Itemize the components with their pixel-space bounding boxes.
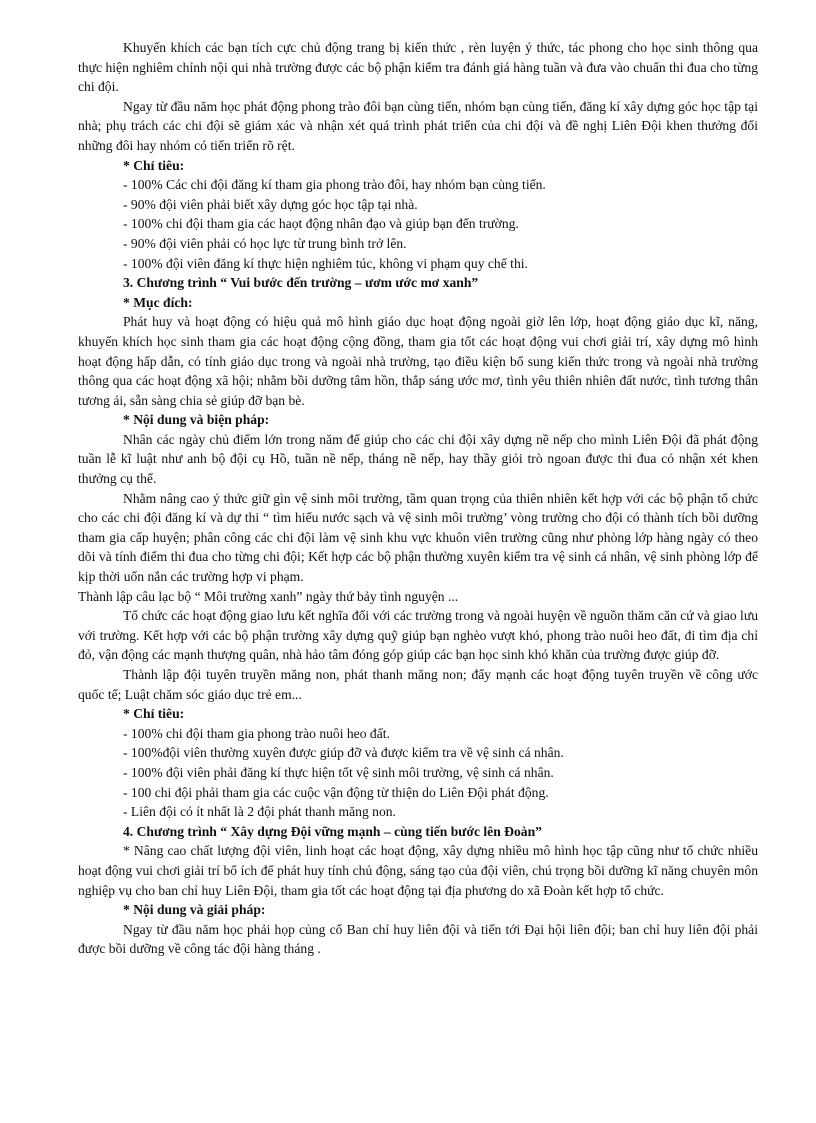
list-item: - 100 chi đội phải tham gia các cuộc vận động từ thiện do Liên Đội phát động. <box>123 784 549 800</box>
list-item: - 100% đội viên phải đăng kí thực hiện tốt vệ sinh môi trường, vệ sinh cá nhân. <box>123 764 554 780</box>
paragraph: Khuyến khích các bạn tích cực chủ động trang bị kiến thức , rèn luyện ý thức, tác phong cho học sinh thông qua thực hiện nghiêm chỉnh nội qui nhà trường được các bộ phận kiểm tra đánh giá hàng tuần và đưa vào chuẩn thi đua cho từng chi đội. <box>78 40 758 95</box>
paragraph: Ngay từ đầu năm học phát động phong trào đôi bạn cùng tiến, nhóm bạn cùng tiến, đăng kí xây dựng góc học tập tại nhà; phụ trách các chi đội sẽ giám xác và nhận xét quá trình phát triển của chi đội và đề nghị Liên Đội khen thưởng đối những đôi hay nhóm có tiến triển rõ rệt. <box>78 98 758 153</box>
list-item: - 90% đội viên phải biết xây dựng góc học tập tại nhà. <box>123 196 418 212</box>
list-item: - 100%đội viên thường xuyên được giúp đỡ và được kiểm tra về vệ sinh cá nhân. <box>123 745 564 761</box>
program-heading: 3. Chương trình “ Vui bước đến trường – ươm ước mơ xanh” <box>123 275 479 291</box>
paragraph: Phát huy và hoạt động có hiệu quả mô hình giáo dục hoạt động ngoài giờ lên lớp, hoạt động giáo dục kĩ, năng, khuyến khích học sinh tham gia các hoạt động cộng đồng, tham gia tốt các hoạt động vui chơi giải trí, xây dựng mô hình hoạt động hấp dẫn, có tính giáo dục trong và ngoài nhà trường, tạo điều kiện bổ sung kiến thức trong và ngoài nhà trường thông qua các hoạt động xã hội; nhằm bồi dưỡng tâm hồn, thắp sáng ước mơ, tình yêu thiên nhiên đất nước, tình tương thân tương ái, sẵn sàng chia sẻ giúp đỡ bạn bè. <box>78 314 758 408</box>
section-heading: * Chỉ tiêu: <box>123 157 185 173</box>
paragraph: * Nâng cao chất lượng đội viên, linh hoạt các hoạt động, xây dựng nhiều mô hình học tập cũng như tổ chức nhiều hoạt động vui chơi giải trí bổ ích để phát huy tính chủ động, sáng tạo của đội viên, chú trọng bồi dưỡng kĩ năng chuyên môn nghiệp vụ cho ban chỉ huy Liên Đội, tham gia tốt các hoạt động tại địa phương do xã Đoàn kết hợp tổ chức. <box>78 843 758 898</box>
list-item: - 100% đội viên đăng kí thực hiện nghiêm túc, không vi phạm quy chế thi. <box>123 255 528 271</box>
list-item: - 90% đội viên phải có học lực từ trung bình trở lên. <box>123 235 407 251</box>
section-heading: * Nội dung và biện pháp: <box>123 412 270 428</box>
list-item: - 100% chi đội tham gia phong trào nuôi heo đất. <box>123 725 390 741</box>
paragraph: Nhằm nâng cao ý thức giữ gìn vệ sinh môi trường, tầm quan trọng của thiên nhiên kết hợp với các bộ phận tổ chức cho các chi đội đăng kí và dự thi “ tìm hiểu nước sạch và vệ sinh môi trường’ vòng trường cho đội có thành tích bồi dưỡng tham gia cấp huyện; phân công các chi đội làm vệ sinh khu vực khuôn viên trường cũng như phòng lớp hàng ngày có theo dõi và tính điểm thi đua cho từng chi đội; Kết hợp các bộ phận thường xuyên kiểm tra vệ sinh cá nhân, vệ sinh phòng lớp để kịp thời uốn nắn các trường hợp vi phạm. <box>78 490 758 585</box>
document-page <box>78 38 758 959</box>
list-item: - Liên đội có ít nhất là 2 đội phát thanh măng non. <box>123 804 396 820</box>
program-heading: 4. Chương trình “ Xây dựng Đội vững mạnh – cùng tiến bước lên Đoàn” <box>123 823 542 839</box>
list-item: - 100% chi đội tham gia các haọt động nhân đạo và giúp bạn đến trường. <box>123 216 519 232</box>
section-heading: * Mục đích: <box>123 294 193 310</box>
paragraph: Thành lập câu lạc bộ “ Môi trường xanh” ngày thứ bảy tình nguyện ... <box>78 588 459 604</box>
section-heading: * Nội dung và giải pháp: <box>123 902 266 918</box>
paragraph: Tổ chức các hoạt động giao lưu kết nghĩa đối với các trường trong và ngoài huyện về nguồn thăm căn cứ và giao lưu với trường. Kết hợp với các bộ phận trường xây dựng quỹ giúp bạn nghèo vượt khó, phong trào nuôi heo đất, đi tìm địa chỉ đỏ, vận động các mạnh thượng quân, nhà hảo tâm đóng góp giúp các bạn học sinh khó khăn của trường được giúp đỡ. <box>78 608 758 663</box>
paragraph: Nhân các ngày chủ điểm lớn trong năm để giúp cho các chi đội xây dựng nề nếp cho mình Liên Đội đã phát động tuần lễ kĩ luật như anh bộ đội cụ Hồ, tuần nề nếp, tháng nề nếp, hay thầy giỏi trò ngoan được thi đua có nhận xét khen thưởng cụ thể. <box>78 431 758 487</box>
list-item: - 100% Các chi đội đăng kí tham gia phong trào đôi, hay nhóm bạn cùng tiến. <box>123 177 546 193</box>
section-heading: * Chỉ tiêu: <box>123 706 185 722</box>
paragraph: Ngay từ đầu năm học phải họp củng cố Ban chỉ huy liên đội và tiến tới Đại hội liên đội; ban chỉ huy liên đội phải được bồi dưỡng về công tác đội hàng tháng . <box>78 921 758 957</box>
paragraph: Thành lập đội tuyên truyền măng non, phát thanh măng non; đẩy mạnh các hoạt động tuyên truyền về công ước quốc tế; Luật chăm sóc giáo dục trẻ em... <box>78 667 758 702</box>
